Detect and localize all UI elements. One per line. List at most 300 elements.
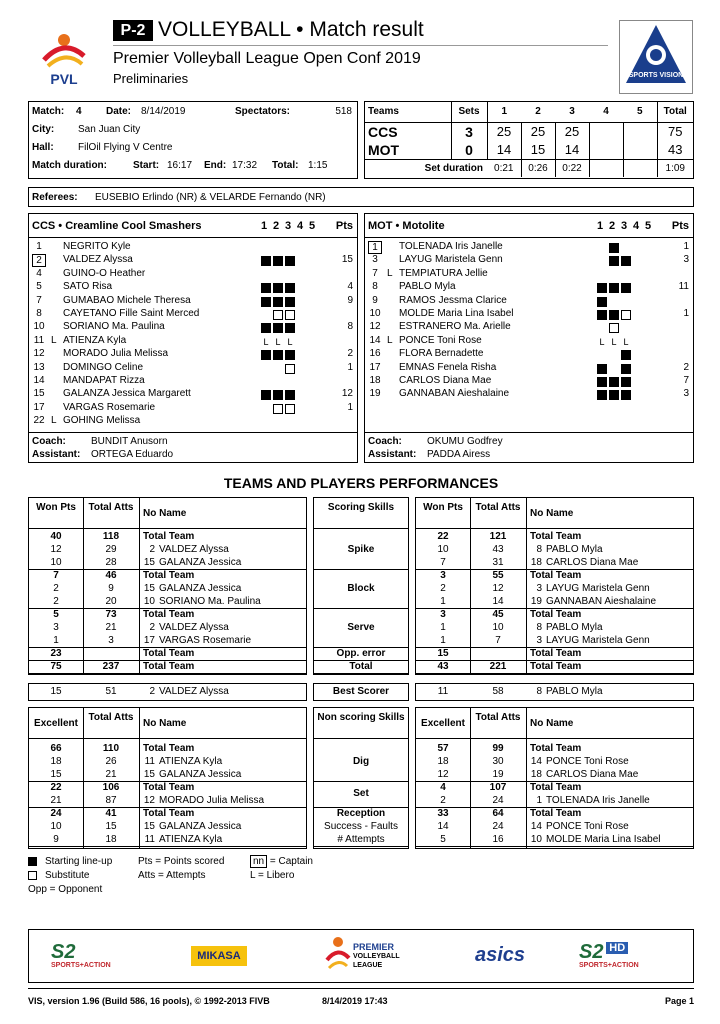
column-header: No Name	[530, 508, 574, 519]
team-b-title: MOT • Motolite	[368, 220, 445, 232]
empty-set-slot	[309, 310, 319, 320]
libero-mark: L	[263, 336, 269, 347]
score-header: 4	[589, 102, 623, 122]
match-label: Match:	[32, 106, 65, 117]
player-number: 18	[530, 557, 542, 568]
player-name: Total Team	[143, 743, 195, 754]
stat-attempts: 12	[492, 583, 504, 594]
player-name: PABLO Myla	[546, 686, 603, 697]
stat-attempts: 51	[105, 686, 117, 697]
starter-square-icon	[597, 283, 607, 293]
empty-set-slot	[621, 270, 631, 280]
stat-primary: 1	[440, 622, 446, 633]
stat-attempts: 21	[105, 769, 117, 780]
player-number: 10	[143, 596, 155, 607]
empty-set-slot	[597, 323, 607, 333]
stat-attempts: 58	[492, 686, 504, 697]
player-points: 4	[347, 281, 353, 293]
player-points: 3	[683, 254, 689, 266]
total-points: 75	[657, 122, 693, 141]
column-header: Won Pts	[423, 502, 463, 513]
empty-set-slot	[297, 404, 307, 414]
legend-atts: Atts = Attempts	[138, 870, 206, 881]
empty-set-slot	[309, 417, 319, 427]
player-name: LAYUG Maristela Genn	[546, 583, 650, 594]
skill-label: Dig	[352, 756, 370, 767]
column-header: No Name	[530, 718, 574, 729]
empty-set-slot	[261, 310, 271, 320]
empty-set-slot	[621, 243, 631, 253]
city-value: San Juan City	[78, 124, 141, 135]
pvl-logo	[34, 26, 94, 90]
substitute-square-icon	[273, 310, 283, 320]
empty-set-slot	[297, 417, 307, 427]
asics-logo: asics	[475, 944, 526, 966]
empty-set-slot	[645, 256, 655, 266]
starter-square-icon	[273, 283, 283, 293]
stat-primary: 15	[50, 769, 62, 780]
stat-primary: 7	[53, 570, 59, 581]
player-name: MOLDE Maria Lina Isabel	[546, 834, 661, 845]
player-name: CARLOS Diana Mae	[546, 557, 639, 568]
player-row	[29, 543, 306, 556]
player-row	[416, 634, 693, 647]
stat-attempts: 87	[105, 795, 117, 806]
player-name: CARLOS Diana Mae	[399, 375, 492, 386]
set-duration: 0:22	[555, 159, 589, 177]
player-number: 14	[369, 334, 381, 346]
stat-attempts: 9	[108, 583, 114, 594]
starter-square-icon	[609, 310, 619, 320]
stat-primary: 3	[53, 622, 59, 633]
libero-flag: L	[387, 267, 393, 279]
set-header: 3	[285, 220, 292, 232]
skill-label: Serve	[347, 622, 375, 633]
total-row	[29, 569, 306, 582]
hall-label: Hall:	[32, 142, 54, 153]
empty-set-slot	[645, 337, 655, 347]
set-header: 3	[621, 220, 628, 232]
stat-primary: 21	[50, 795, 62, 806]
column-header: Excellent	[34, 718, 78, 729]
total-row	[29, 660, 306, 673]
empty-set-slot	[309, 350, 319, 360]
spectators-value: 518	[335, 106, 352, 117]
empty-set-slot	[645, 364, 655, 374]
empty-set-slot	[645, 350, 655, 360]
player-row	[29, 556, 306, 569]
player-number: 11	[144, 834, 155, 845]
empty-set-slot	[261, 364, 271, 374]
player-name: PONCE Toni Rose	[546, 821, 629, 832]
starter-square-icon	[273, 350, 283, 360]
player-points: 12	[341, 388, 353, 400]
referees-value: EUSEBIO Erlindo (NR) & VELARDE Fernando (NR)	[95, 192, 326, 203]
player-row	[29, 595, 306, 608]
player-row	[416, 543, 693, 556]
stat-primary: 10	[50, 557, 62, 568]
player-name: ATIENZA Kyla	[159, 756, 223, 767]
set-headers	[597, 220, 657, 232]
stat-primary: 9	[53, 834, 59, 845]
player-row	[365, 388, 693, 401]
player-name: TOLENADA Iris Janelle	[546, 795, 650, 806]
player-row	[365, 295, 693, 308]
set-header: 5	[309, 220, 316, 232]
empty-set-slot	[645, 310, 655, 320]
empty-set-slot	[645, 377, 655, 387]
sets-won: 3	[451, 122, 487, 141]
column-header: Won Pts	[36, 502, 76, 513]
stat-primary: 66	[50, 743, 62, 754]
stat-attempts: 73	[105, 609, 117, 620]
player-row	[365, 254, 693, 267]
starter-square-icon	[285, 297, 295, 307]
column-header: Total Atts	[475, 502, 521, 513]
empty-set-slot	[609, 270, 619, 280]
total-row	[29, 608, 306, 621]
column-header: Total Atts	[88, 502, 134, 513]
stat-attempts: 24	[492, 821, 504, 832]
player-name: VALDEZ Alyssa	[159, 686, 229, 697]
stat-primary: 22	[437, 531, 449, 542]
phase-name: Preliminaries	[113, 71, 189, 86]
assistant-name: PADDA Airess	[427, 449, 491, 460]
empty-set-slot	[633, 337, 643, 347]
stat-attempts: 18	[105, 834, 117, 845]
player-name: PABLO Myla	[546, 544, 603, 555]
player-name: Total Team	[143, 531, 195, 542]
stat-primary: 2	[440, 583, 446, 594]
team-code: MOT	[365, 141, 451, 160]
total-points: 43	[657, 141, 693, 160]
header-divider	[416, 528, 693, 529]
assistant-label: Assistant:	[32, 449, 81, 460]
empty-set-slot	[633, 310, 643, 320]
score-header: Sets	[451, 102, 487, 122]
player-row	[29, 335, 357, 348]
stat-primary: 2	[53, 583, 59, 594]
team-code: CCS	[368, 123, 398, 140]
player-row	[29, 634, 306, 647]
substitute-square-icon	[285, 364, 295, 374]
empty-set-slot	[633, 256, 643, 266]
player-row	[416, 755, 693, 768]
stat-primary: 11	[437, 686, 449, 697]
league-name: Premier Volleyball League Open Conf 2019	[113, 50, 421, 67]
player-number: 17	[33, 401, 45, 413]
substitute-square-icon	[273, 404, 283, 414]
total-row	[29, 781, 306, 794]
starter-square-icon	[285, 350, 295, 360]
stat-attempts: 237	[102, 661, 120, 672]
player-name: PONCE Toni Rose	[399, 334, 482, 346]
player-name: Total Team	[530, 531, 582, 542]
legend-libero: L = Libero	[250, 870, 295, 881]
stat-primary: 23	[50, 648, 62, 659]
player-row	[29, 254, 357, 267]
player-name: MORADO Julia Melissa	[63, 348, 169, 360]
end-label: End:	[204, 160, 227, 171]
empty-set-slot	[273, 270, 283, 280]
player-number: 3	[536, 635, 542, 646]
libero-mark: L	[611, 336, 617, 347]
empty-set-slot	[285, 377, 295, 387]
player-number: 8	[536, 622, 542, 633]
set-score: 25	[555, 122, 589, 141]
starter-square-icon	[273, 323, 283, 333]
player-name: Total Team	[143, 648, 195, 659]
player-name: CAYETANO Fille Saint Merced	[63, 308, 200, 319]
team-a-roster	[28, 213, 358, 463]
starter-square-icon	[261, 256, 271, 266]
player-name: PABLO Myla	[399, 281, 456, 293]
skill-label: Block	[347, 583, 375, 594]
empty-set-slot	[309, 377, 319, 387]
player-name: Total Team	[143, 808, 195, 819]
duration-label: Match duration:	[32, 160, 107, 171]
player-name: NEGRITO Kyle	[63, 241, 131, 252]
footer-version: VIS, version 1.96 (Build 586, 16 pools), © 1992-2013 FIVB	[28, 996, 270, 1006]
scoring-table-b	[415, 497, 694, 675]
player-name: Total Team	[530, 661, 582, 672]
player-name: GALANZA Jessica	[159, 583, 242, 594]
coach-name: OKUMU Godfrey	[427, 436, 503, 447]
starter-square-icon	[621, 350, 631, 360]
group-divider	[416, 846, 693, 847]
stat-attempts: 10	[492, 622, 504, 633]
set-headers	[261, 220, 321, 232]
total-row	[29, 647, 306, 660]
best-scorer-label: Best Scorer	[313, 683, 409, 701]
nonscoring-table-a	[28, 707, 307, 849]
empty-set-slot	[273, 417, 283, 427]
stat-attempts: 30	[492, 756, 504, 767]
assistant-name: ORTEGA Eduardo	[91, 449, 174, 460]
empty-set-slot	[597, 256, 607, 266]
starter-square-icon	[621, 256, 631, 266]
libero-flag: L	[51, 415, 57, 427]
player-points: 1	[347, 401, 353, 413]
empty-set-slot	[633, 283, 643, 293]
set-header: 1	[597, 220, 604, 232]
empty-set-slot	[645, 390, 655, 400]
player-number: 4	[36, 267, 42, 279]
stat-primary: 1	[440, 596, 446, 607]
stat-primary: 12	[50, 544, 62, 555]
score-row-a	[365, 122, 693, 141]
stat-primary: 2	[53, 596, 59, 607]
player-number: 10	[530, 834, 542, 845]
total-row	[416, 608, 693, 621]
player-number: 13	[33, 361, 45, 373]
title-rule	[113, 45, 608, 46]
date-label: Date:	[106, 106, 132, 117]
player-number: 15	[33, 388, 45, 400]
stat-attempts: 99	[492, 743, 504, 754]
player-row	[29, 241, 357, 254]
empty-set-slot	[309, 364, 319, 374]
player-row	[29, 621, 306, 634]
player-number: 14	[33, 375, 45, 386]
starter-square-icon	[285, 283, 295, 293]
stat-attempts: 118	[102, 531, 120, 542]
player-number: 8	[536, 544, 542, 555]
coach-label: Coach:	[368, 436, 402, 447]
set-score	[623, 122, 657, 141]
stat-primary: 1	[440, 635, 446, 646]
svg-text:SPORTS VISION: SPORTS VISION	[628, 72, 684, 79]
sports-action-logo: S2 SPORTS+ACTION	[51, 941, 111, 969]
starter-square-icon	[609, 377, 619, 387]
performances-title: TEAMS AND PLAYERS PERFORMANCES	[223, 475, 499, 491]
player-name: VARGAS Rosemarie	[159, 635, 252, 646]
empty-set-slot	[597, 243, 607, 253]
player-number: 12	[143, 795, 155, 806]
stat-primary: 3	[440, 609, 446, 620]
starter-square-icon	[597, 377, 607, 387]
empty-set-slot	[273, 243, 283, 253]
sponsor-bar	[28, 929, 694, 983]
stat-attempts: 26	[105, 756, 117, 767]
set-score	[589, 141, 623, 160]
score-header: 2	[521, 102, 555, 122]
best-scorer-b	[415, 683, 694, 701]
player-name: Total Team	[143, 609, 195, 620]
empty-set-slot	[597, 350, 607, 360]
player-number: 10	[33, 321, 45, 333]
stat-attempts: 28	[105, 557, 117, 568]
empty-set-slot	[309, 297, 319, 307]
scoring-table-a	[28, 497, 307, 675]
skill-sublabel: # Attempts	[337, 834, 385, 845]
empty-set-slot	[645, 323, 655, 333]
player-row	[416, 621, 693, 634]
stat-primary: 33	[437, 808, 449, 819]
starter-square-icon	[261, 297, 271, 307]
starting-square-icon	[28, 857, 37, 866]
empty-set-slot	[633, 364, 643, 374]
empty-set-slot	[645, 283, 655, 293]
player-name: GOHING Melissa	[63, 415, 141, 427]
nonscoring-table-b	[415, 707, 694, 849]
starter-square-icon	[261, 323, 271, 333]
stat-attempts: 29	[105, 544, 117, 555]
stat-primary: 5	[440, 834, 446, 845]
match-info-box	[28, 101, 358, 179]
starter-square-icon	[597, 364, 607, 374]
starter-square-icon	[621, 390, 631, 400]
starter-square-icon	[261, 350, 271, 360]
start-label: Start:	[133, 160, 160, 171]
player-row	[29, 348, 357, 361]
pts-header: Pts	[671, 220, 689, 232]
stat-primary: 24	[50, 808, 62, 819]
skill-label: Total	[349, 661, 373, 672]
match-date: 8/14/2019	[141, 106, 186, 117]
player-number: 15	[143, 583, 155, 594]
player-number: 10	[369, 308, 381, 319]
set-score: 15	[521, 141, 555, 160]
player-name: GANNABAN Aieshalaine	[546, 596, 657, 607]
empty-set-slot	[309, 390, 319, 400]
player-name: ATIENZA Kyla	[63, 334, 127, 346]
pts-header: Pts	[335, 220, 353, 232]
player-number: 17	[369, 361, 381, 373]
header-divider	[314, 528, 408, 529]
player-number: 3	[536, 583, 542, 594]
substitute-square-icon	[28, 871, 37, 880]
player-row	[29, 582, 306, 595]
player-number: 12	[33, 348, 45, 360]
player-points: 1	[347, 361, 353, 373]
total-label: Total:	[272, 160, 299, 171]
player-number: 14	[530, 821, 542, 832]
stat-attempts: 64	[492, 808, 504, 819]
player-row	[416, 556, 693, 569]
stat-primary: 12	[437, 769, 449, 780]
starter-square-icon	[609, 243, 619, 253]
starter-square-icon	[597, 310, 607, 320]
empty-set-slot	[309, 337, 319, 347]
stat-attempts: 41	[105, 808, 117, 819]
legend-opponent: Opp = Opponent	[28, 884, 103, 895]
player-number: 11	[33, 334, 45, 346]
libero-flag: L	[51, 334, 57, 346]
player-number: 5	[36, 281, 42, 293]
player-number: 7	[372, 267, 378, 279]
player-row	[416, 582, 693, 595]
empty-set-slot	[297, 283, 307, 293]
player-points: 9	[347, 294, 353, 306]
stat-primary: 14	[437, 821, 449, 832]
footer-date: 8/14/2019 17:43	[322, 996, 388, 1006]
player-row	[416, 820, 693, 833]
substitute-square-icon	[285, 310, 295, 320]
start-time: 16:17	[167, 160, 193, 171]
group-divider	[29, 673, 306, 674]
set-duration: 0:26	[521, 159, 555, 177]
player-name: Total Team	[530, 609, 582, 620]
footer-page: Page 1	[664, 996, 694, 1006]
player-row	[416, 794, 693, 807]
player-points: 15	[341, 254, 353, 266]
empty-set-slot	[645, 297, 655, 307]
libero-mark: L	[623, 336, 629, 347]
player-name: PONCE Toni Rose	[546, 756, 629, 767]
score-header: 1	[487, 102, 521, 122]
header-divider	[29, 528, 306, 529]
total-row	[416, 660, 693, 673]
empty-set-slot	[597, 270, 607, 280]
empty-set-slot	[261, 404, 271, 414]
player-row	[365, 281, 693, 294]
stat-attempts: 24	[492, 795, 504, 806]
hall-value: FilOil Flying V Centre	[78, 142, 173, 153]
stat-primary: 15	[437, 648, 449, 659]
player-row	[29, 820, 306, 833]
total-row	[416, 807, 693, 820]
empty-set-slot	[297, 390, 307, 400]
player-name: Total Team	[530, 570, 582, 581]
empty-set-slot	[633, 323, 643, 333]
empty-set-slot	[633, 270, 643, 280]
starter-square-icon	[261, 390, 271, 400]
player-row	[29, 281, 357, 294]
stat-primary: 18	[50, 756, 62, 767]
best-scorer-a	[28, 683, 307, 701]
skill-label: Spike	[347, 544, 375, 555]
